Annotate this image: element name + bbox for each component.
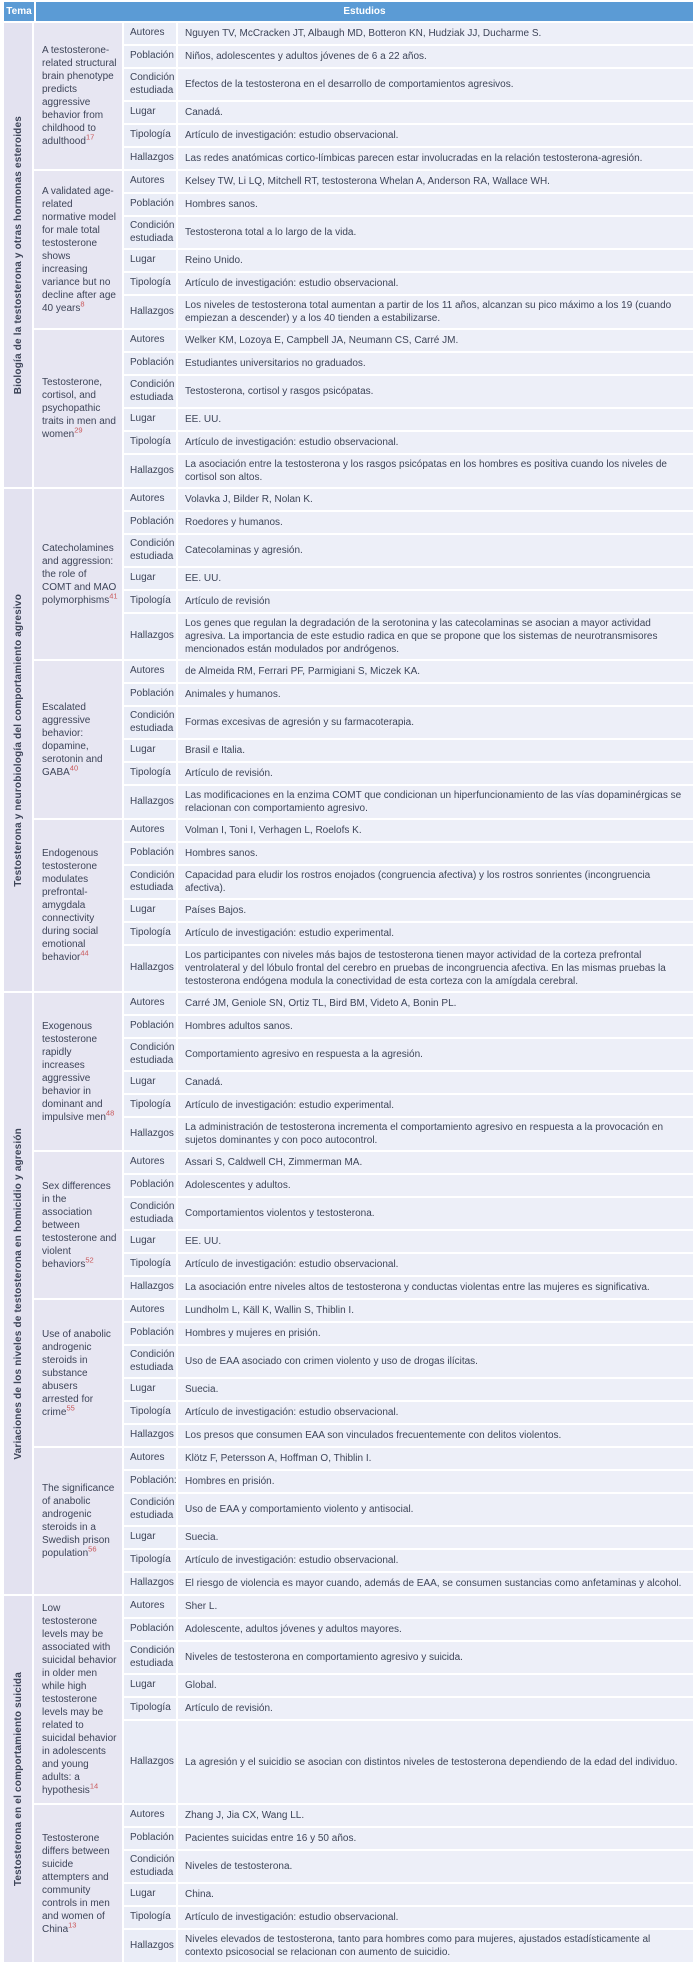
attribute-value: Los presos que consumen EAA son vinculados frecuentemente con delitos violentos. bbox=[178, 1425, 693, 1446]
study-attribute-row bbox=[124, 1448, 693, 1469]
study-block bbox=[34, 1805, 693, 1962]
attribute-label: Lugar bbox=[124, 568, 176, 589]
study-attribute-row bbox=[124, 1550, 693, 1571]
tema-group bbox=[4, 23, 693, 487]
tema-group-cell bbox=[4, 489, 32, 991]
study-block bbox=[34, 661, 693, 818]
attribute-value: Formas excesivas de agresión y su farmacoterapia. bbox=[178, 707, 693, 738]
study-attribute-row bbox=[124, 1721, 693, 1803]
study-rows bbox=[124, 330, 693, 487]
attribute-label: Tipología bbox=[124, 1550, 176, 1571]
estudios-column-header: Estudios bbox=[36, 2, 693, 21]
reference-superscript: 8 bbox=[80, 299, 85, 309]
attribute-label: Tipología bbox=[124, 1907, 176, 1928]
attribute-label: Autores bbox=[124, 1152, 176, 1173]
attribute-value: Reino Unido. bbox=[178, 250, 693, 271]
study-attribute-row bbox=[124, 296, 693, 328]
attribute-value: Welker KM, Lozoya E, Campbell JA, Neumann CS, Carré JM. bbox=[178, 330, 693, 351]
study-title bbox=[34, 1596, 122, 1803]
attribute-value: Adolescente, adultos jóvenes y adultos mayores. bbox=[178, 1619, 693, 1640]
study-block bbox=[34, 1300, 693, 1446]
study-rows bbox=[124, 1596, 693, 1803]
study-rows bbox=[124, 1300, 693, 1446]
study-attribute-row bbox=[124, 866, 693, 898]
study-attribute-row bbox=[124, 740, 693, 761]
study-title-text: Endogenous testosterone modulates prefrontal-amygdala connectivity during social emotional behavior$^{44}$ bbox=[42, 848, 99, 963]
attribute-label: Hallazgos bbox=[124, 1118, 176, 1150]
attribute-value: EE. UU. bbox=[178, 568, 693, 589]
study-block bbox=[34, 1596, 693, 1803]
study-attribute-row bbox=[124, 843, 693, 864]
attribute-value: Canadá. bbox=[178, 1072, 693, 1093]
attribute-label: Tipología bbox=[124, 1254, 176, 1275]
study-title bbox=[34, 661, 122, 818]
study-title-text: A testosterone-related structural brain phenotype predicts aggressive behavior from childhood to adulthood$^{17}$ bbox=[42, 45, 117, 147]
attribute-value: Artículo de investigación: estudio observacional. bbox=[178, 125, 693, 146]
study-attribute-row bbox=[124, 614, 693, 659]
study-title bbox=[34, 171, 122, 328]
attribute-value: Estudiantes universitarios no graduados. bbox=[178, 353, 693, 374]
attribute-label: Población bbox=[124, 1175, 176, 1196]
reference-superscript: 52 bbox=[85, 1255, 94, 1265]
study-rows bbox=[124, 1448, 693, 1594]
study-attribute-row bbox=[124, 1884, 693, 1905]
attribute-value: Hombres adultos sanos. bbox=[178, 1016, 693, 1037]
study-rows bbox=[124, 1805, 693, 1962]
study-attribute-row bbox=[124, 535, 693, 566]
attribute-label: Lugar bbox=[124, 1675, 176, 1696]
attribute-label: Autores bbox=[124, 330, 176, 351]
attribute-label: Autores bbox=[124, 993, 176, 1014]
study-attribute-row bbox=[124, 786, 693, 818]
attribute-value: Pacientes suicidas entre 16 y 50 años. bbox=[178, 1828, 693, 1849]
table-body bbox=[4, 23, 693, 1962]
attribute-value: Assari S, Caldwell CH, Zimmerman MA. bbox=[178, 1152, 693, 1173]
attribute-label: Condición estudiada bbox=[124, 1346, 176, 1377]
attribute-value: Artículo de investigación: estudio observacional. bbox=[178, 1254, 693, 1275]
attribute-label: Población bbox=[124, 46, 176, 67]
study-title bbox=[34, 1152, 122, 1298]
reference-superscript: 41 bbox=[109, 591, 118, 601]
attribute-label: Población bbox=[124, 512, 176, 533]
study-title bbox=[34, 23, 122, 169]
attribute-value: Artículo de investigación: estudio experimental. bbox=[178, 1095, 693, 1116]
attribute-value: Niveles elevados de testosterona, tanto para hombres como para mujeres, ajustados estadísticamente al contexto psicosocial se relacionan con aumento de suicidio. bbox=[178, 1930, 693, 1962]
attribute-value: Testosterona total a lo largo de la vida. bbox=[178, 217, 693, 248]
tema-group bbox=[4, 1596, 693, 1962]
study-title bbox=[34, 1805, 122, 1962]
study-attribute-row bbox=[124, 46, 693, 67]
attribute-value: Suecia. bbox=[178, 1527, 693, 1548]
attribute-value: Artículo de investigación: estudio observacional. bbox=[178, 1550, 693, 1571]
study-attribute-row bbox=[124, 661, 693, 682]
attribute-value: Animales y humanos. bbox=[178, 684, 693, 705]
study-attribute-row bbox=[124, 923, 693, 944]
reference-superscript: 40 bbox=[69, 763, 79, 773]
tema-group-label: Variaciones de los niveles de testosterona en homicidio y agresión bbox=[12, 1127, 24, 1460]
attribute-label: Lugar bbox=[124, 102, 176, 123]
reference-superscript: 29 bbox=[74, 425, 83, 435]
attribute-label: Hallazgos bbox=[124, 1573, 176, 1594]
study-title-text: The significance of anabolic androgenic steroids in a Swedish prison population$^{56}$ bbox=[42, 1483, 115, 1559]
study-attribute-row bbox=[124, 1907, 693, 1928]
study-rows bbox=[124, 661, 693, 818]
attribute-label: Población bbox=[124, 684, 176, 705]
study-attribute-row bbox=[124, 1402, 693, 1423]
attribute-label: Condición estudiada bbox=[124, 1039, 176, 1070]
attribute-value: Comportamiento agresivo en respuesta a la agresión. bbox=[178, 1039, 693, 1070]
attribute-value: La asociación entre niveles altos de testosterona y conductas violentas entre las mujeres es significativa. bbox=[178, 1277, 693, 1298]
attribute-value: Roedores y humanos. bbox=[178, 512, 693, 533]
study-attribute-row bbox=[124, 1118, 693, 1150]
group-studies bbox=[34, 489, 693, 991]
attribute-value: Hombres sanos. bbox=[178, 843, 693, 864]
study-attribute-row bbox=[124, 23, 693, 44]
attribute-value: China. bbox=[178, 1884, 693, 1905]
study-attribute-row bbox=[124, 250, 693, 271]
study-attribute-row bbox=[124, 1175, 693, 1196]
study-attribute-row bbox=[124, 1642, 693, 1673]
study-title bbox=[34, 820, 122, 991]
study-attribute-row bbox=[124, 1379, 693, 1400]
reference-superscript: 48 bbox=[105, 1108, 115, 1118]
attribute-label: Población bbox=[124, 194, 176, 215]
tema-group-label: Biología de la testosterona y otras hormonas esteroides bbox=[12, 115, 24, 395]
study-attribute-row bbox=[124, 1828, 693, 1849]
attribute-value: Uso de EAA y comportamiento violento y antisocial. bbox=[178, 1494, 693, 1525]
attribute-label: Autores bbox=[124, 1300, 176, 1321]
study-attribute-row bbox=[124, 1300, 693, 1321]
study-block bbox=[34, 1448, 693, 1594]
attribute-value: Kelsey TW, Li LQ, Mitchell RT, testosterona Whelan A, Anderson RA, Wallace WH. bbox=[178, 171, 693, 192]
attribute-label: Condición estudiada bbox=[124, 217, 176, 248]
study-attribute-row bbox=[124, 1494, 693, 1525]
study-title bbox=[34, 330, 122, 487]
study-attribute-row bbox=[124, 946, 693, 991]
attribute-label: Condición estudiada bbox=[124, 1198, 176, 1229]
attribute-value: La administración de testosterona incrementa el comportamiento agresivo en respuesta a la provocación en sujetos dominantes y con poco autocontrol. bbox=[178, 1118, 693, 1150]
attribute-label: Hallazgos bbox=[124, 1425, 176, 1446]
attribute-label: Tipología bbox=[124, 1698, 176, 1719]
tema-group-cell bbox=[4, 1596, 32, 1962]
attribute-label: Condición estudiada bbox=[124, 1494, 176, 1525]
study-title bbox=[34, 1300, 122, 1446]
study-title-text: Sex differences in the association between testosterone and violent behaviors$^{52}$ bbox=[42, 1180, 117, 1270]
attribute-label: Hallazgos bbox=[124, 1721, 176, 1803]
study-block bbox=[34, 1152, 693, 1298]
study-title bbox=[34, 993, 122, 1150]
study-attribute-row bbox=[124, 1527, 693, 1548]
study-attribute-row bbox=[124, 194, 693, 215]
attribute-label: Lugar bbox=[124, 250, 176, 271]
attribute-label: Tipología bbox=[124, 1095, 176, 1116]
attribute-label: Condición estudiada bbox=[124, 707, 176, 738]
reference-superscript: 13 bbox=[68, 1920, 77, 1930]
attribute-value: La agresión y el suicidio se asocian con distintos niveles de testosterona dependiendo de la edad del individuo. bbox=[178, 1721, 693, 1803]
table-header-row bbox=[4, 2, 693, 21]
attribute-label: Hallazgos bbox=[124, 1930, 176, 1962]
attribute-label: Población bbox=[124, 1016, 176, 1037]
study-attribute-row bbox=[124, 353, 693, 374]
study-attribute-row bbox=[124, 1254, 693, 1275]
attribute-value: Klötz F, Petersson A, Hoffman O, Thiblin I. bbox=[178, 1448, 693, 1469]
attribute-value: Artículo de revisión. bbox=[178, 1698, 693, 1719]
attribute-label: Autores bbox=[124, 23, 176, 44]
attribute-value: Artículo de investigación: estudio experimental. bbox=[178, 923, 693, 944]
study-title-text: Low testosterone levels may be associated with suicidal behavior in older men while high testosterone levels may be related to suicidal behavior in adolescents and young adults: a hypothesis$^{14}$ bbox=[42, 1603, 117, 1796]
study-attribute-row bbox=[124, 1198, 693, 1229]
attribute-label: Hallazgos bbox=[124, 455, 176, 487]
study-attribute-row bbox=[124, 1425, 693, 1446]
attribute-value: Los niveles de testosterona total aumentan a partir de los 11 años, alcanzan su pico máximo a los 19 (cuando empiezan a descender) y a los 40 tienden a estabilizarse. bbox=[178, 296, 693, 328]
study-block bbox=[34, 23, 693, 169]
attribute-value: Niveles de testosterona en comportamiento agresivo y suicida. bbox=[178, 1642, 693, 1673]
study-title-text: Escalated aggressive behavior: dopamine, serotonin and GABA$^{40}$ bbox=[42, 701, 103, 778]
study-title bbox=[34, 489, 122, 659]
attribute-value: Catecolaminas y agresión. bbox=[178, 535, 693, 566]
attribute-label: Población bbox=[124, 843, 176, 864]
attribute-label: Autores bbox=[124, 820, 176, 841]
attribute-value: Artículo de revisión bbox=[178, 591, 693, 612]
study-attribute-row bbox=[124, 125, 693, 146]
study-attribute-row bbox=[124, 69, 693, 100]
study-attribute-row bbox=[124, 707, 693, 738]
study-attribute-row bbox=[124, 1619, 693, 1640]
attribute-label: Lugar bbox=[124, 740, 176, 761]
study-title-text: Use of anabolic androgenic steroids in substance abusers arrested for crime$^{55}$ bbox=[42, 1328, 111, 1418]
attribute-value: Carré JM, Geniole SN, Ortiz TL, Bird BM, Videto A, Bonin PL. bbox=[178, 993, 693, 1014]
attribute-label: Tipología bbox=[124, 591, 176, 612]
attribute-label: Hallazgos bbox=[124, 614, 176, 659]
study-title-text: Catecholamines and aggression: the role of COMT and MAO polymorphisms$^{41}$ bbox=[42, 542, 118, 606]
attribute-label: Hallazgos bbox=[124, 296, 176, 328]
study-attribute-row bbox=[124, 1277, 693, 1298]
study-attribute-row bbox=[124, 102, 693, 123]
attribute-label: Población bbox=[124, 1619, 176, 1640]
attribute-value: EE. UU. bbox=[178, 1231, 693, 1252]
study-attribute-row bbox=[124, 820, 693, 841]
attribute-value: EE. UU. bbox=[178, 409, 693, 430]
study-block bbox=[34, 993, 693, 1150]
attribute-value: Niños, adolescentes y adultos jóvenes de 6 a 22 años. bbox=[178, 46, 693, 67]
study-attribute-row bbox=[124, 1805, 693, 1826]
attribute-value: Zhang J, Jia CX, Wang LL. bbox=[178, 1805, 693, 1826]
study-attribute-row bbox=[124, 432, 693, 453]
attribute-label: Hallazgos bbox=[124, 1277, 176, 1298]
study-attribute-row bbox=[124, 1851, 693, 1882]
attribute-label: Autores bbox=[124, 1805, 176, 1826]
reference-superscript: 44 bbox=[80, 948, 89, 958]
tema-group-label: Testosterona y neurobiología del comportamiento agresivo bbox=[12, 593, 24, 887]
attribute-label: Autores bbox=[124, 661, 176, 682]
study-attribute-row bbox=[124, 171, 693, 192]
study-attribute-row bbox=[124, 900, 693, 921]
attribute-value: Hombres y mujeres en prisión. bbox=[178, 1323, 693, 1344]
attribute-value: Sher L. bbox=[178, 1596, 693, 1617]
attribute-value: Artículo de investigación: estudio observacional. bbox=[178, 432, 693, 453]
study-attribute-row bbox=[124, 1471, 693, 1492]
study-attribute-row bbox=[124, 409, 693, 430]
study-attribute-row bbox=[124, 1675, 693, 1696]
attribute-value: Volavka J, Bilder R, Nolan K. bbox=[178, 489, 693, 510]
study-attribute-row bbox=[124, 568, 693, 589]
reference-superscript: 56 bbox=[88, 1544, 97, 1554]
study-attribute-row bbox=[124, 1016, 693, 1037]
attribute-label: Condición estudiada bbox=[124, 376, 176, 407]
attribute-label: Lugar bbox=[124, 900, 176, 921]
study-attribute-row bbox=[124, 1095, 693, 1116]
attribute-value: Las redes anatómicas cortico-límbicas parecen estar involucradas en la relación testosterona-agresión. bbox=[178, 148, 693, 169]
attribute-value: Brasil e Italia. bbox=[178, 740, 693, 761]
attribute-label: Lugar bbox=[124, 1884, 176, 1905]
study-attribute-row bbox=[124, 273, 693, 294]
attribute-value: Nguyen TV, McCracken JT, Albaugh MD, Botteron KN, Hudziak JJ, Ducharme S. bbox=[178, 23, 693, 44]
attribute-value: Niveles de testosterona. bbox=[178, 1851, 693, 1882]
tema-column-header: Tema bbox=[4, 2, 34, 21]
study-block bbox=[34, 330, 693, 487]
attribute-label: Población bbox=[124, 1323, 176, 1344]
study-attribute-row bbox=[124, 1323, 693, 1344]
attribute-value: Suecia. bbox=[178, 1379, 693, 1400]
group-studies bbox=[34, 1596, 693, 1962]
attribute-label: Autores bbox=[124, 171, 176, 192]
study-attribute-row bbox=[124, 489, 693, 510]
study-attribute-row bbox=[124, 1231, 693, 1252]
study-block bbox=[34, 489, 693, 659]
study-rows bbox=[124, 23, 693, 169]
tema-group-cell bbox=[4, 23, 32, 487]
study-attribute-row bbox=[124, 1573, 693, 1594]
attribute-label: Tipología bbox=[124, 273, 176, 294]
attribute-label: Hallazgos bbox=[124, 148, 176, 169]
attribute-value: Artículo de investigación: estudio observacional. bbox=[178, 1402, 693, 1423]
attribute-label: Hallazgos bbox=[124, 786, 176, 818]
attribute-value: Lundholm L, Käll K, Wallin S, Thiblin I. bbox=[178, 1300, 693, 1321]
attribute-value: Artículo de investigación: estudio observacional. bbox=[178, 1907, 693, 1928]
attribute-value: Canadá. bbox=[178, 102, 693, 123]
attribute-value: Países Bajos. bbox=[178, 900, 693, 921]
attribute-value: Uso de EAA asociado con crimen violento y uso de drogas ilícitas. bbox=[178, 1346, 693, 1377]
tema-group-cell bbox=[4, 993, 32, 1594]
attribute-label: Condición estudiada bbox=[124, 1642, 176, 1673]
attribute-value: Adolescentes y adultos. bbox=[178, 1175, 693, 1196]
attribute-label: Tipología bbox=[124, 923, 176, 944]
group-studies bbox=[34, 993, 693, 1594]
attribute-label: Hallazgos bbox=[124, 946, 176, 991]
study-attribute-row bbox=[124, 1072, 693, 1093]
attribute-value: Efectos de la testosterona en el desarrollo de comportamientos agresivos. bbox=[178, 69, 693, 100]
attribute-value: de Almeida RM, Ferrari PF, Parmigiani S, Miczek KA. bbox=[178, 661, 693, 682]
study-attribute-row bbox=[124, 1039, 693, 1070]
attribute-label: Autores bbox=[124, 1448, 176, 1469]
attribute-value: Las modificaciones en la enzima COMT que condicionan un hiperfuncionamiento de las vías dopaminérgicas se relacionan con comportamiento agresivo. bbox=[178, 786, 693, 818]
attribute-label: Lugar bbox=[124, 1379, 176, 1400]
tema-group bbox=[4, 489, 693, 991]
study-title-text: A validated age-related normative model for male total testosterone shows increasing variance but no decline after age 40 years$^8$ bbox=[42, 185, 116, 314]
study-attribute-row bbox=[124, 1346, 693, 1377]
study-attribute-row bbox=[124, 512, 693, 533]
attribute-value: Hombres en prisión. bbox=[178, 1471, 693, 1492]
group-studies bbox=[34, 23, 693, 487]
attribute-label: Tipología bbox=[124, 125, 176, 146]
reference-superscript: 17 bbox=[85, 132, 95, 142]
attribute-label: Condición estudiada bbox=[124, 69, 176, 100]
attribute-value: Capacidad para eludir los rostros enojados (congruencia afectiva) y los rostros sonrientes (incongruencia afectiva). bbox=[178, 866, 693, 898]
attribute-value: Hombres sanos. bbox=[178, 194, 693, 215]
attribute-label: Condición estudiada bbox=[124, 535, 176, 566]
study-attribute-row bbox=[124, 1698, 693, 1719]
study-attribute-row bbox=[124, 591, 693, 612]
attribute-label: Autores bbox=[124, 489, 176, 510]
study-rows bbox=[124, 489, 693, 659]
study-attribute-row bbox=[124, 763, 693, 784]
study-block bbox=[34, 171, 693, 328]
study-title bbox=[34, 1448, 122, 1594]
study-rows bbox=[124, 993, 693, 1150]
study-rows bbox=[124, 1152, 693, 1298]
study-attribute-row bbox=[124, 1152, 693, 1173]
tema-group bbox=[4, 993, 693, 1594]
attribute-label: Lugar bbox=[124, 409, 176, 430]
attribute-value: Testosterona, cortisol y rasgos psicópatas. bbox=[178, 376, 693, 407]
attribute-label: Lugar bbox=[124, 1072, 176, 1093]
attribute-label: Población bbox=[124, 1828, 176, 1849]
attribute-value: Volman I, Toni I, Verhagen L, Roelofs K. bbox=[178, 820, 693, 841]
attribute-label: Autores bbox=[124, 1596, 176, 1617]
attribute-label: Población: bbox=[124, 1471, 176, 1492]
study-title-text: Testosterone differs between suicide attempters and community controls in men and women of China$^{13}$ bbox=[42, 1832, 110, 1935]
attribute-label: Condición estudiada bbox=[124, 1851, 176, 1882]
study-rows bbox=[124, 171, 693, 328]
attribute-value: La asociación entre la testosterona y los rasgos psicópatas en los hombres es positiva cuando los niveles de cortisol son altos. bbox=[178, 455, 693, 487]
tema-group-label: Testosterona en el comportamiento suicida bbox=[12, 1671, 24, 1887]
study-attribute-row bbox=[124, 684, 693, 705]
attribute-value: Artículo de revisión. bbox=[178, 763, 693, 784]
attribute-value: Comportamientos violentos y testosterona. bbox=[178, 1198, 693, 1229]
attribute-label: Lugar bbox=[124, 1231, 176, 1252]
attribute-label: Tipología bbox=[124, 432, 176, 453]
study-attribute-row bbox=[124, 1930, 693, 1962]
attribute-value: Los participantes con niveles más bajos de testosterona tienen mayor actividad de la corteza prefrontal ventrolateral y del lóbulo frontal del cerebro en pruebas de incongruencia afectiva. En las mismas pruebas la testosterona endógena modula la conectividad de esta corteza con la amígdala cerebral. bbox=[178, 946, 693, 991]
attribute-label: Tipología bbox=[124, 1402, 176, 1423]
attribute-label: Lugar bbox=[124, 1527, 176, 1548]
study-title-text: Testosterone, cortisol, and psychopathic traits in men and women$^{29}$ bbox=[42, 377, 116, 440]
attribute-value: Los genes que regulan la degradación de la serotonina y las catecolaminas se asocian a mayor actividad agresiva. La importancia de este estudio radica en que se propone que los sistemas de neurotransmisores mencionados están modulados por andrógenos. bbox=[178, 614, 693, 659]
attribute-value: El riesgo de violencia es mayor cuando, además de EAA, se consumen sustancias como anfetaminas y alcohol. bbox=[178, 1573, 693, 1594]
study-block bbox=[34, 820, 693, 991]
study-attribute-row bbox=[124, 993, 693, 1014]
study-rows bbox=[124, 820, 693, 991]
study-title-text: Exogenous testosterone rapidly increases aggressive behavior in dominant and impulsive men$^{48}$ bbox=[42, 1020, 115, 1123]
attribute-label: Población bbox=[124, 353, 176, 374]
reference-superscript: 55 bbox=[66, 1403, 75, 1413]
study-attribute-row bbox=[124, 1596, 693, 1617]
study-attribute-row bbox=[124, 217, 693, 248]
reference-superscript: 14 bbox=[89, 1781, 99, 1791]
study-attribute-row bbox=[124, 455, 693, 487]
attribute-label: Tipología bbox=[124, 763, 176, 784]
attribute-value: Global. bbox=[178, 1675, 693, 1696]
attribute-label: Condición estudiada bbox=[124, 866, 176, 898]
study-attribute-row bbox=[124, 148, 693, 169]
attribute-value: Artículo de investigación: estudio observacional. bbox=[178, 273, 693, 294]
study-attribute-row bbox=[124, 376, 693, 407]
study-attribute-row bbox=[124, 330, 693, 351]
